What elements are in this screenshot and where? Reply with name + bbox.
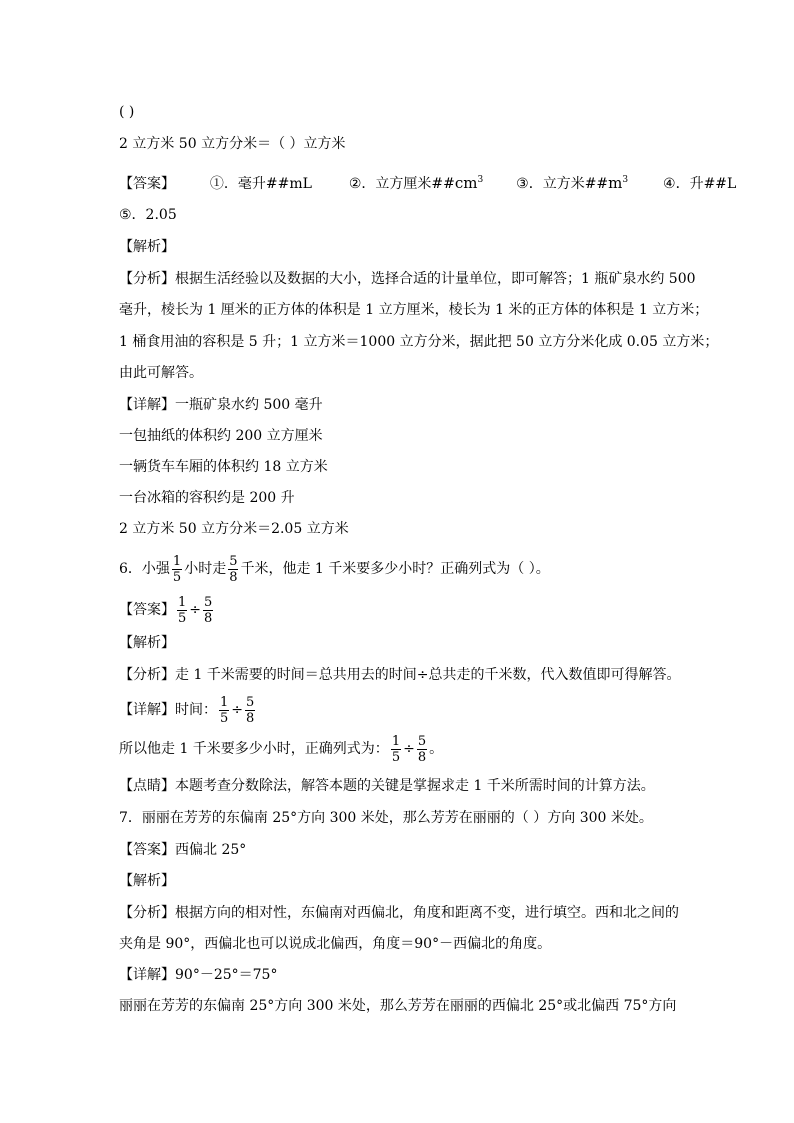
analysis-line: 夹角是 90°，西偏北也可以说成北偏西，角度＝90°－西偏北的角度。 xyxy=(119,936,552,952)
analysis-line: 由此可解答。 xyxy=(119,365,203,381)
fraction: $\frac{5}{8}$ xyxy=(246,694,255,726)
answer-item-5: ⑤．2.05 xyxy=(119,207,177,223)
answer-item-1: ①．毫升##mL xyxy=(209,176,312,192)
fraction: $\frac{1}{5}$ xyxy=(178,594,187,626)
detail-line: 2 立方米 50 立方分米＝2.05 立方米 xyxy=(119,521,349,537)
answer-item-2: ②．立方厘米$\#\#cm^3$ xyxy=(348,174,484,192)
fraction: $\frac{1}{5}$ xyxy=(172,553,182,585)
fraction: $\frac{5}{8}$ xyxy=(204,594,213,626)
fraction: $\frac{1}{5}$ xyxy=(220,694,229,726)
key-point-line: 【点睛】本题考查分数除法，解答本题的关键是掌握求走 1 千米所需时间的计算方法。 xyxy=(119,778,655,794)
analysis-line: 毫升，棱长为 1 厘米的正方体的体积是 1 立方厘米，棱长为 1 米的正方体的体积是 1 立方米； xyxy=(119,302,709,318)
analysis-heading: 【解析】 xyxy=(119,873,175,889)
analysis-heading: 【解析】 xyxy=(119,239,175,255)
blank-parenthesis: ( ) xyxy=(119,104,135,120)
answer-item-4: ④．升##L xyxy=(663,176,737,192)
answer-line: 【答案】 $\frac{1}{5}$ ÷ $\frac{5}{8}$ xyxy=(119,594,213,626)
answer-tag: 【答案】 xyxy=(119,176,175,192)
detail-line: 一辆货车车厢的体积约 18 立方米 xyxy=(119,459,328,475)
analysis-line: 【分析】根据方向的相对性，东偏南对西偏北，角度和距离不变，进行填空。西和北之间的 xyxy=(119,905,679,921)
detail-line: 一台冰箱的容积约是 200 升 xyxy=(119,490,295,506)
question-7: 7．丽丽在芳芳的东偏南 25°方向 300 米处，那么芳芳在丽丽的（ ）方向 300 米处。 xyxy=(119,810,653,826)
fraction: $\frac{1}{5}$ xyxy=(391,733,401,765)
answer-line xyxy=(119,170,736,190)
detail-line: 丽丽在芳芳的东偏南 25°方向 300 米处，那么芳芳在丽丽的西偏北 25°或北偏西 75°方向 xyxy=(119,998,677,1014)
detail-line: 【详解】一瓶矿泉水约 500 毫升 xyxy=(119,397,323,413)
answer-item-3: ③．立方米$\#\#m^3$ xyxy=(516,174,629,192)
answer-line: 【答案】西偏北 25° xyxy=(119,842,247,858)
question-line: 2 立方米 50 立方分米＝（ ）立方米 xyxy=(119,136,346,152)
detail-line: 【详解】90°－25°＝75° xyxy=(119,967,278,983)
analysis-line: 1 桶食用油的容积是 5 升；1 立方米＝1000 立方分米，据此把 50 立方分米化成 0.05 立方米； xyxy=(119,334,719,350)
analysis-line: 【分析】走 1 千米需要的时间＝总共用去的时间÷总共走的千米数，代入数值即可得解答。 xyxy=(119,667,681,683)
conclusion-line: 所以他走 1 千米要多少小时，正确列式为： $\frac{1}{5}$ ÷ $\frac{5}{8}$ 。 xyxy=(119,733,444,765)
fraction: $\frac{5}{8}$ xyxy=(229,553,238,585)
detail-line: 【详解】时间： $\frac{1}{5}$ ÷ $\frac{5}{8}$ xyxy=(119,694,255,726)
analysis-heading: 【解析】 xyxy=(119,635,175,651)
detail-line: 一包抽纸的体积约 200 立方厘米 xyxy=(119,428,323,444)
analysis-line: 【分析】根据生活经验以及数据的大小，选择合适的计量单位，即可解答；1 瓶矿泉水约 500 xyxy=(119,271,696,287)
fraction: $\frac{5}{8}$ xyxy=(417,733,427,765)
question-6: 6．小强 $\frac{1}{5}$ 小时走 $\frac{5}{8}$ 千米，他走 1 千米要多少小时？正确列式为（ ）。 xyxy=(119,553,550,585)
